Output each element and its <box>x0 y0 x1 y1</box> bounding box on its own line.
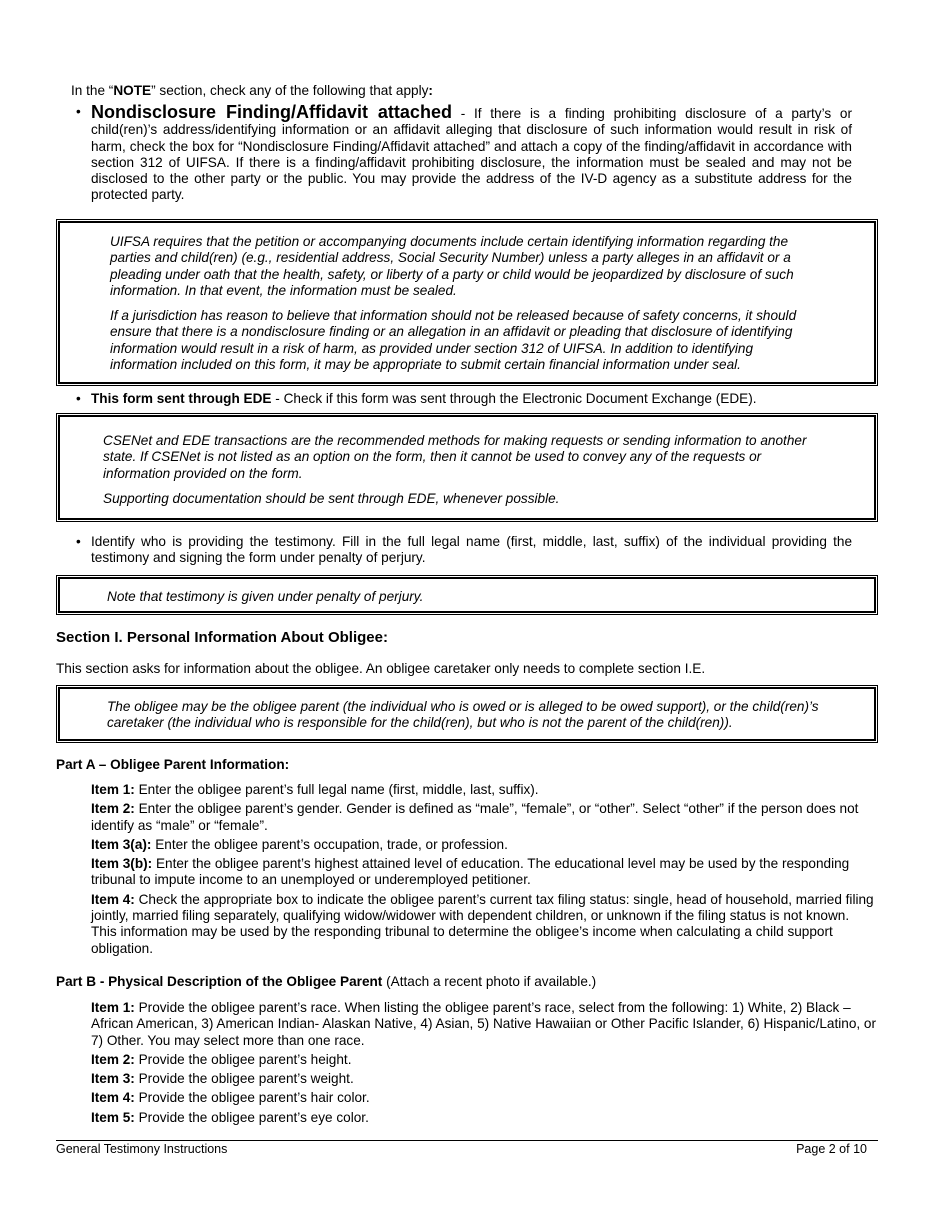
obligee-note-box <box>56 685 878 743</box>
csenet-note-p2: Supporting documentation should be sent through EDE, whenever possible. <box>103 490 560 506</box>
bullet-list-nondisclosure <box>71 104 852 204</box>
bullet-ede <box>71 391 852 407</box>
uifsa-note-p2: If a jurisdiction has reason to believe that information should not be released because of safety concerns, it should ensure that there is a nondisclosure finding or an allegation in an affidavit or pleading that disclosure of identifying information would result in a risk of harm, as provided under section 312 of UIFSA. In addition to identifying information included on this form, it may be appropriate to submit certain financial information under seal. <box>110 308 797 373</box>
section-title: Section I. Personal Information About Obligee: <box>56 629 388 646</box>
part-b-heading-line <box>56 974 876 990</box>
item-label: Item 2: <box>91 1051 135 1067</box>
nondisclosure-text: - If there is a finding prohibiting disclosure of a party’s or child(ren)’s address/identifying information or an affidavit alleging that disclosure of such information would result in risk of harm, check the box for “Nondisclosure Finding/Affidavit attached” and attach a copy of the finding/affidavit in accordance with section 312 of UIFSA. If there is a finding/affidavit prohibiting disclosure, the information must be sealed and may not be disclosed to the other party or the public. You may provide the address of the IV-D agency as a substitute address for the protected party. <box>91 106 852 203</box>
bullet-testimony <box>71 534 852 567</box>
ede-text: - Check if this form was sent through the Electronic Document Exchange (EDE). <box>271 391 757 406</box>
obligee-note-p1: The obligee may be the obligee parent (the individual who is owed or is alleged to be owed support), or the child(ren)’s caretaker (the individual who is responsible for the child(ren), but who is not the parent of the child(ren)). <box>107 699 819 731</box>
intro-note-word: NOTE <box>113 83 152 98</box>
intro-before: In the “ <box>71 83 114 98</box>
item-label: Item 1: <box>91 1000 135 1015</box>
part-a-items <box>91 782 877 960</box>
bullet-list-testimony <box>71 534 852 567</box>
csenet-note-box <box>56 413 878 522</box>
bullet-nondisclosure <box>71 104 852 204</box>
item-text: Provide the obligee parent’s hair color. <box>134 1090 370 1106</box>
item-label: Item 4: <box>91 1090 135 1106</box>
item-label: Item 4: <box>91 891 135 907</box>
ede-heading: This form sent through EDE <box>91 391 272 406</box>
part-b-heading: Part B - Physical Description of the Obligee Parent <box>56 974 383 989</box>
item-label: Item 3(b): <box>91 856 153 872</box>
nondisclosure-heading: Nondisclosure Finding/Affidavit attached <box>91 102 452 122</box>
item-label: Item 1: <box>91 782 135 797</box>
part-a-item-4 <box>91 892 877 957</box>
item-text: Enter the obligee parent’s full legal name (first, middle, last, suffix). <box>134 782 539 797</box>
bullet-list-ede <box>71 391 852 407</box>
item-label: Item 3(a): <box>91 836 152 852</box>
part-b-item-1 <box>91 1000 877 1049</box>
part-b-item-4 <box>91 1090 877 1106</box>
uifsa-note-box <box>56 219 878 386</box>
item-text: Provide the obligee parent’s race. When listing the obligee parent’s race, select from the following: 1) White, 2) Black – African American, 3) American Indian- Alaskan Native, 4) Asian, 5) Native Hawaiian or Other Pacific Islander, 6) Hispanic/Latino, or 7) Other. You may select more than one race. <box>91 1000 877 1048</box>
page-number: Page 2 of 10 <box>796 1142 867 1156</box>
part-b-item-5 <box>91 1110 877 1126</box>
item-text: Enter the obligee parent’s gender. Gender is defined as “male”, “female”, or “other”. Select “other” if the person does not identify as “male” or “female”. <box>91 801 859 833</box>
item-text: Enter the obligee parent’s occupation, trade, or profession. <box>151 836 508 852</box>
item-text: Provide the obligee parent’s eye color. <box>134 1109 369 1125</box>
part-a-item-3a <box>91 837 877 853</box>
item-label: Item 5: <box>91 1109 135 1125</box>
note-intro <box>71 83 871 99</box>
testimony-text: Identify who is providing the testimony. Fill in the full legal name (first, middle, last, suffix) of the individual providing the testimony and signing the form under penalty of perjury. <box>91 534 852 566</box>
perjury-note-box <box>56 575 878 615</box>
part-b-items <box>91 1000 877 1129</box>
part-a-heading: Part A – Obligee Parent Information: <box>56 757 290 772</box>
part-a-item-1 <box>91 782 877 798</box>
section-intro: This section asks for information about the obligee. An obligee caretaker only needs to complete section I.E. <box>56 661 706 676</box>
item-text: Check the appropriate box to indicate the obligee parent’s current tax filing status: single, head of household, married filing jointly, married filing separately, qualifying widow/widower with dependent children, or unknown if the filing status is not known. This information may be used by the responding tribunal to determine the obligee’s income when calculating a child support obligation. <box>91 891 874 956</box>
item-text: Provide the obligee parent’s height. <box>134 1051 352 1067</box>
item-text: Provide the obligee parent’s weight. <box>134 1071 354 1087</box>
uifsa-note-p1: UIFSA requires that the petition or accompanying documents include certain identifying information regarding the parties and child(ren) (e.g., residential address, Social Security Number) unless a party alleges in an affidavit or a pleading under oath that the health, safety, or liberty of a party or child would be jeopardized by disclosure of such information. In that event, the information must be sealed. <box>110 234 794 298</box>
item-label: Item 2: <box>91 801 135 817</box>
csenet-note-p1: CSENet and EDE transactions are the recommended methods for making requests or sending information to another state. If CSENet is not listed as an option on the form, then it cannot be used to convey any of the requests or information provided on the form. <box>103 433 807 481</box>
item-label: Item 3: <box>91 1071 135 1087</box>
part-b-item-3 <box>91 1071 877 1087</box>
part-a-item-3b <box>91 856 877 889</box>
perjury-note-p1: Note that testimony is given under penalty of perjury. <box>107 589 424 604</box>
intro-after: ” section, check any of the following that apply <box>151 83 429 98</box>
part-b-heading-note: (Attach a recent photo if available.) <box>382 974 597 989</box>
part-a-item-2 <box>91 801 877 834</box>
intro-colon: : <box>428 83 433 98</box>
footer-title: General Testimony Instructions <box>56 1142 228 1156</box>
item-text: Enter the obligee parent’s highest attained level of education. The educational level may be used by the responding tribunal to impute income to an unemployed or underemployed petitioner. <box>91 856 850 888</box>
part-b-item-2 <box>91 1052 877 1068</box>
